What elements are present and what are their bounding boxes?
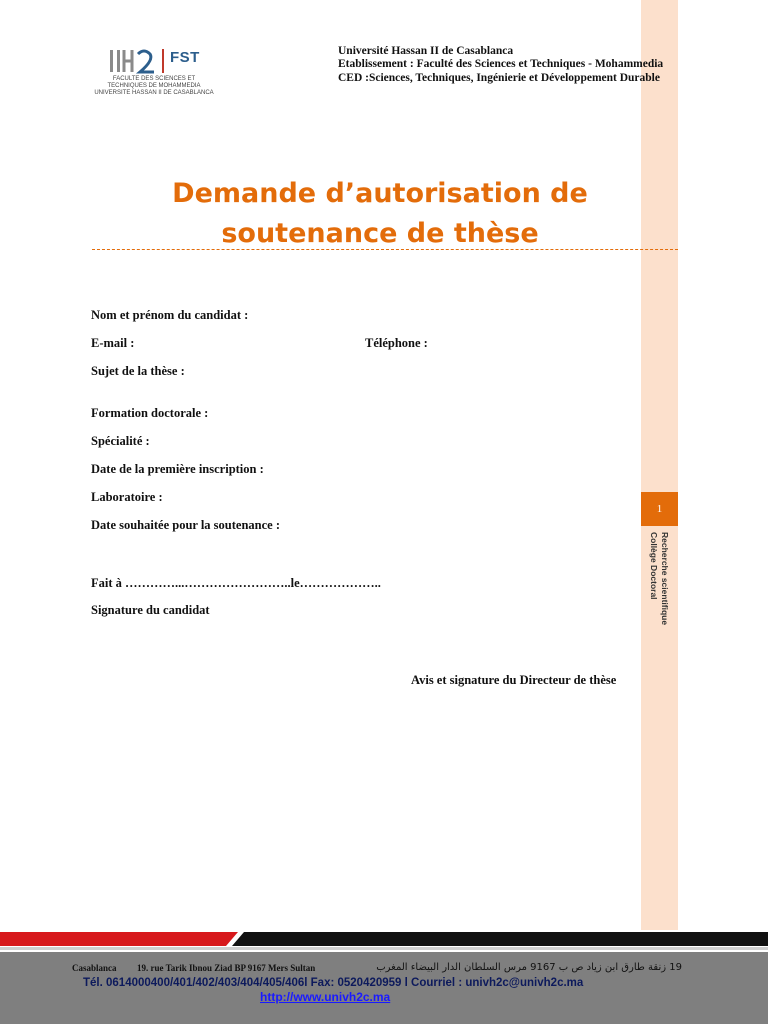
logo-caption-line: UNIVERSITE HASSAN II DE CASABLANCA xyxy=(94,90,214,96)
field-avis-directeur: Avis et signature du Directeur de thèse xyxy=(411,673,617,687)
field-date-inscription: Date de la première inscription : xyxy=(91,462,264,476)
field-nom-prenom: Nom et prénom du candidat : xyxy=(91,308,249,322)
field-laboratoire: Laboratoire : xyxy=(91,490,163,504)
document-title xyxy=(120,174,640,254)
footer-contacts: Tél. 0614000400/401/402/403/404/405/406l Fax: 0520420959 l Courriel : univh2c@univh2c.ma xyxy=(83,977,584,989)
sidebar-line-2: Collège Doctoral xyxy=(649,532,659,600)
sidebar-label xyxy=(648,532,670,632)
field-telephone: Téléphone : xyxy=(365,336,428,350)
logo-caption xyxy=(94,76,214,97)
header-establishment: Etablissement : Faculté des Sciences et Techniques - Mohammedia xyxy=(338,58,664,71)
header-university: Université Hassan II de Casablanca xyxy=(338,45,514,57)
footer-address: 19. rue Tarik Ibnou Ziad BP 9167 Mers Sultan xyxy=(137,963,316,973)
field-fait-a: Fait à …………...……………………..le……………….. xyxy=(91,576,381,590)
field-specialite: Spécialité : xyxy=(91,434,150,448)
logo-caption-line: TECHNIQUES DE MOHAMMEDIA xyxy=(107,83,201,89)
footer-website-link[interactable]: http://www.univh2c.ma xyxy=(260,990,391,1004)
field-date-soutenance: Date souhaitée pour la soutenance : xyxy=(91,518,281,532)
institution-header xyxy=(338,45,678,85)
field-sujet: Sujet de la thèse : xyxy=(91,364,185,378)
logo-caption-line: FACULTE DES SCIENCES ET xyxy=(112,76,196,82)
sidebar-band xyxy=(641,0,678,935)
footer-arabic-address: 19 زنقة طارق ابن زياد ص ب 9167 مرس السلطان الدار البيضاء المغرب xyxy=(376,962,682,973)
logo-brand: FST xyxy=(170,49,200,66)
footer-address-line xyxy=(72,963,682,977)
page-number: 1 xyxy=(641,492,678,526)
footer-city: Casablanca xyxy=(72,963,117,973)
title-line-2: soutenance de thèse xyxy=(221,218,539,249)
header-ced: CED :Sciences, Techniques, Ingénierie et Développement Durable xyxy=(338,71,660,84)
uh2c-logo-icon xyxy=(108,46,168,76)
field-formation: Formation doctorale : xyxy=(91,406,209,420)
field-signature-candidat: Signature du candidat xyxy=(91,603,210,617)
title-line-1: Demande d’autorisation de xyxy=(172,178,588,209)
fst-logo xyxy=(94,44,214,102)
sidebar-line-1: Recherche scientifique xyxy=(660,532,670,626)
field-email: E-mail : xyxy=(91,336,135,350)
footer-stripes xyxy=(0,928,768,950)
title-divider xyxy=(92,249,678,250)
